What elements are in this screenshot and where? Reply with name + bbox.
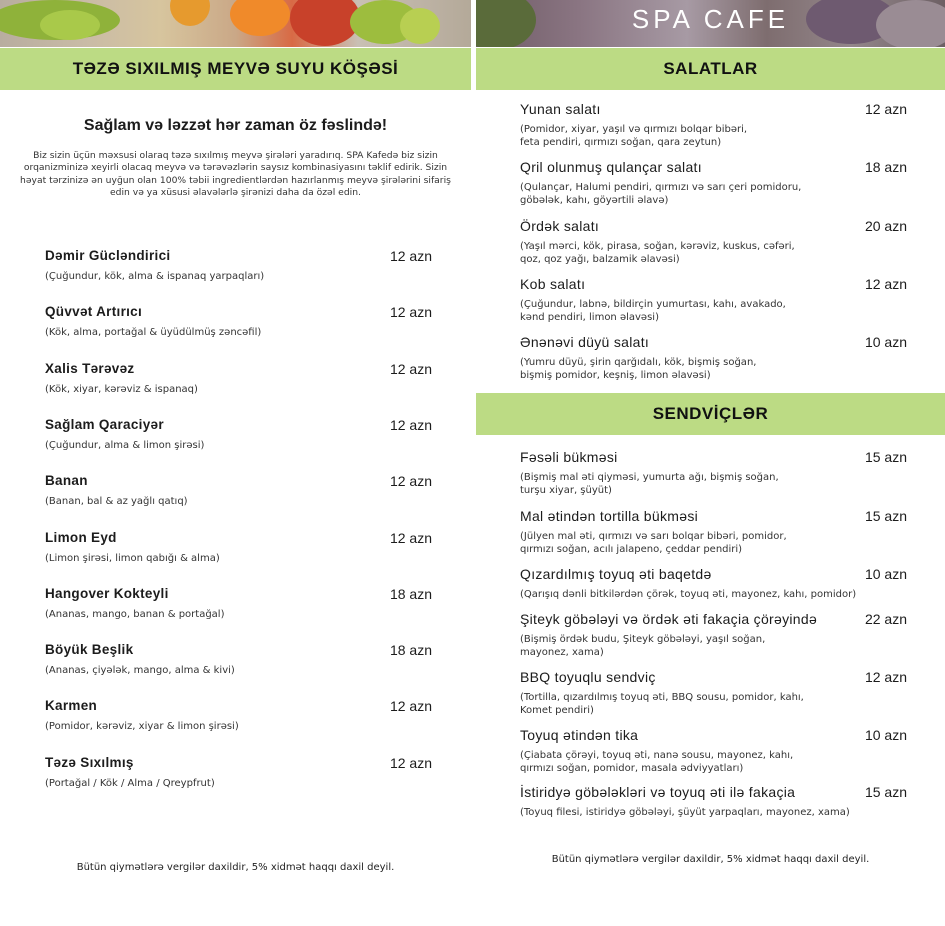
juice-item <box>45 586 432 621</box>
juice-item <box>45 361 432 396</box>
sandwich-item-description <box>520 691 907 717</box>
sandwich-item-description <box>520 530 907 556</box>
salad-item-description-line: (Yaşıl mərci, kök, pirasa, soğan, kərəviz, kuskus, cəfəri, <box>520 241 795 252</box>
sandwich-item-price: 10 azn <box>864 727 907 743</box>
sandwich-item <box>520 669 907 717</box>
sandwich-item-price: 15 azn <box>864 449 907 465</box>
juice-item-description: (Çuğundur, alma & limon şirəsi) <box>45 439 205 451</box>
juice-item-price: 12 azn <box>389 248 432 264</box>
juice-section-heading: TƏZƏ SIXILMIŞ MEYVƏ SUYU KÖŞƏSİ <box>0 48 471 90</box>
juice-item-description: (Banan, bal & az yağlı qatıq) <box>45 496 188 508</box>
juice-item-name: Limon Eyd <box>45 529 117 545</box>
salad-item-description-line: feta pendiri, qırmızı soğan, qara zeytun) <box>520 137 722 148</box>
sandwich-item-description <box>520 588 907 601</box>
salad-item-price: 12 azn <box>864 101 907 117</box>
juice-item-description: (Ananas, mango, banan & portağal) <box>45 608 225 620</box>
juice-item-price: 12 azn <box>389 473 432 490</box>
salads-section-heading: SALATLAR <box>476 48 945 90</box>
salad-item-name: Yunan salatı <box>520 101 601 117</box>
salad-item-description <box>520 181 907 207</box>
sandwich-item-description-line: (Bişmiş ördək budu, Şiteyk göbələyi, yaşıl soğan, <box>520 634 766 645</box>
sandwich-item-description-line: (Çiabata çörəyi, toyuq əti, nanə sousu, mayonez, kahı, <box>520 750 794 761</box>
sandwich-item-description <box>520 806 907 819</box>
salad-item-description-line: qoz, qoz yağı, balzamik əlavəsi) <box>520 254 680 265</box>
juice-item-description: (Kök, xiyar, kərəviz & ispanaq) <box>45 383 198 395</box>
sandwich-item-name: Qızardılmış toyuq əti baqetdə <box>520 566 712 582</box>
sandwich-item-description-line: (Bişmiş mal əti qiyməsi, yumurta ağı, bişmiş soğan, <box>520 472 779 483</box>
sandwich-item-description <box>520 471 907 497</box>
sandwich-item <box>520 784 907 819</box>
salad-item-description-line: bişmiş pomidor, keşniş, limon əlavəsi) <box>520 370 711 381</box>
sandwich-item-description-line: Komet pendiri) <box>520 705 594 716</box>
juice-item <box>45 473 432 508</box>
juice-item <box>45 304 432 339</box>
sandwich-item-price: 22 azn <box>864 611 907 627</box>
juice-item-description: (Çuğundur, kök, alma & ispanaq yarpaqları) <box>45 271 265 282</box>
juice-item-price: 12 azn <box>389 754 432 771</box>
sandwich-item-description-line: mayonez, xama) <box>520 647 604 658</box>
salad-item <box>520 334 907 382</box>
sandwich-item <box>520 449 907 497</box>
sandwich-item-price: 12 azn <box>864 669 907 685</box>
juice-item-price: 12 azn <box>389 360 432 377</box>
sandwich-item-description-line: (Jülyen mal əti, qırmızı və sarı bolqar bibəri, pomidor, <box>520 531 787 542</box>
juice-intro-text: Biz sizin üçün məxsusi olaraq təzə sıxılmış meyvə şirələri yaradırıq. SPA Kafedə biz sizin orqanizminizə xeyirli olacaq meyvə və tərəvəzlərin saysız kombinasiyasını təklif edirik. Sizin həyat tərzinizə ən uyğun olan 100% təbii ingredientlərdən hazırlanmış meyvə şirələrini sifariş edin və ya xüsusi əlavələrlə şirənizi daha da özəl edin. <box>20 150 451 198</box>
salad-item-name: Ördək salatı <box>520 218 600 234</box>
juice-item-description: (Pomidor, kərəviz, xiyar & limon şirəsi) <box>45 721 239 733</box>
juice-item-description: (Portağal / Kök / Alma / Qreypfrut) <box>45 777 215 789</box>
juice-item-description: (Ananas, çiyələk, mango, alma & kivi) <box>45 665 235 677</box>
juice-subtitle: Sağlam və ləzzət hər zaman öz fəslində! <box>83 117 388 134</box>
sandwich-item <box>520 508 907 556</box>
juice-item <box>45 755 432 790</box>
salad-item <box>520 218 907 266</box>
salad-item-description-line: kənd pendiri, limon əlavəsi) <box>520 312 659 323</box>
juice-item <box>45 530 432 565</box>
juice-item-name: Dəmir Gücləndirici <box>45 248 171 263</box>
salad-item-price: 18 azn <box>864 159 907 175</box>
juice-item-name: Banan <box>45 473 88 489</box>
sandwiches-price-note: Bütün qiymətlərə vergilər daxildir, 5% xidmət haqqı daxil deyil. <box>551 854 870 865</box>
sandwich-item-name: Şiteyk göbələyi və ördək əti fakaçia çörəyində <box>520 611 818 627</box>
salad-item-description <box>520 356 907 382</box>
sandwich-item-description-line: turşu xiyar, şüyüt) <box>520 485 612 496</box>
juice-item-name: Hangover Kokteyli <box>45 585 169 601</box>
sandwich-item-price: 15 azn <box>864 784 907 800</box>
salad-item-price: 20 azn <box>864 218 907 234</box>
sandwich-item-description <box>520 749 907 775</box>
juice-price-note: Bütün qiymətlərə vergilər daxildir, 5% xidmət haqqı daxil deyil. <box>76 862 395 873</box>
salad-item-description <box>520 298 907 324</box>
juice-item-name: Karmen <box>45 698 98 714</box>
salad-item-name: Qril olunmuş qulançar salatı <box>520 159 702 175</box>
juice-item-price: 12 azn <box>389 529 432 546</box>
juice-item-name: Təzə Sıxılmış <box>45 754 134 770</box>
salad-item-description <box>520 240 907 266</box>
sandwich-item-name: BBQ toyuqlu sendviç <box>520 669 656 685</box>
sandwich-item-description-line: (Tortilla, qızardılmış toyuq əti, BBQ sousu, pomidor, kahı, <box>520 692 804 703</box>
fruit-photo-banner <box>0 0 471 47</box>
salad-item-name: Kob salatı <box>520 276 586 292</box>
sandwich-item-name: İstiridyə göbələkləri və toyuq əti ilə fakaçia <box>520 784 796 800</box>
salad-item-description-line: (Yumru düyü, şirin qarğıdalı, kök, bişmiş soğan, <box>520 357 757 368</box>
sandwich-item-description-line: (Qarışıq dənli bitkilərdən çörək, toyuq əti, mayonez, kahı, pomidor) <box>520 589 857 600</box>
juice-item <box>45 248 432 283</box>
salad-item <box>520 101 907 149</box>
sandwich-item <box>520 611 907 659</box>
juice-item-name: Xalis Tərəvəz <box>45 360 135 376</box>
juice-item-name: Sağlam Qaraciyər <box>45 416 164 432</box>
salad-item <box>520 159 907 207</box>
salad-item <box>520 276 907 324</box>
salad-item-description-line: göbələk, kahı, göyərtili əlavə) <box>520 195 669 206</box>
juice-item-price: 12 azn <box>389 304 432 321</box>
juice-item-price: 12 azn <box>389 416 432 433</box>
sandwich-item <box>520 727 907 775</box>
salad-item-description <box>520 123 907 149</box>
sandwiches-section-heading: SENDVİÇLƏR <box>476 393 945 435</box>
brand-logo: SPA CAFE <box>631 4 790 34</box>
sandwich-item-description-line: (Toyuq filesi, istiridyə göbələyi, şüyüt yarpaqları, mayonez, xama) <box>520 807 850 818</box>
juice-item-name: Qüvvət Artırıcı <box>45 304 143 320</box>
sandwich-item-name: Toyuq ətindən tika <box>520 727 639 743</box>
sandwich-item-description-line: qırmızı soğan, pomidor, masala ədviyyatları) <box>520 763 744 774</box>
sandwich-item-price: 15 azn <box>864 508 907 524</box>
juice-item-price: 12 azn <box>389 698 432 715</box>
salad-item-price: 12 azn <box>864 276 907 292</box>
juice-item-description: (Kök, alma, portağal & üyüdülmüş zəncəfil) <box>45 327 262 339</box>
sandwich-item-description <box>520 633 907 659</box>
juice-item-price: 18 azn <box>389 642 432 659</box>
sandwich-item <box>520 566 907 601</box>
salad-item-price: 10 azn <box>864 334 907 350</box>
juice-item-price: 18 azn <box>389 585 432 602</box>
juice-item-name: Böyük Beşlik <box>45 642 134 658</box>
juice-item <box>45 642 432 677</box>
sandwich-item-description-line: qırmızı soğan, acılı jalapeno, çeddar pendiri) <box>520 544 743 555</box>
sandwich-item-price: 10 azn <box>864 566 907 582</box>
juice-item <box>45 417 432 452</box>
juice-item <box>45 698 432 733</box>
sandwich-item-name: Mal ətindən tortilla bükməsi <box>520 508 699 524</box>
juice-item-description: (Limon şirəsi, limon qabığı & alma) <box>45 552 220 564</box>
salad-item-description-line: (Çuğundur, labnə, bildirçin yumurtası, kahı, avakado, <box>520 299 786 310</box>
sandwich-item-name: Fəsəli bükməsi <box>520 449 618 465</box>
salad-item-description-line: (Qulançar, Halumi pendiri, qırmızı və sarı çeri pomidoru, <box>520 182 802 193</box>
salad-item-name: Ənənəvi düyü salatı <box>520 334 650 350</box>
salad-item-description-line: (Pomidor, xiyar, yaşıl və qırmızı bolqar bibəri, <box>520 124 748 135</box>
